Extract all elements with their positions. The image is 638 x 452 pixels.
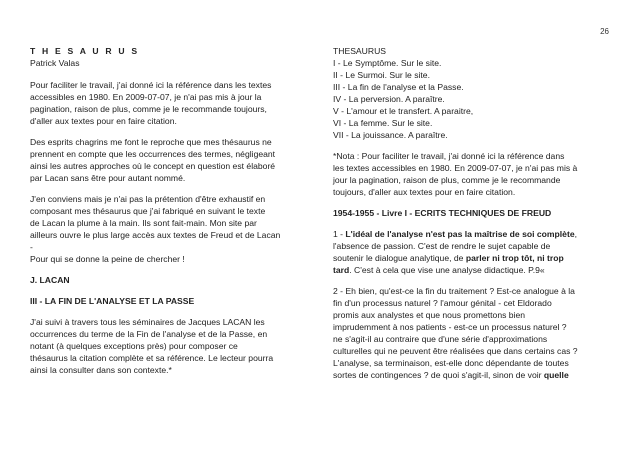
critics-paragraph: Des esprits chagrins me font le reproche que mes thésaurus ne prennent en compte que les occurrences des termes, négligeant ainsi les autres approches où le concept en question est élaboré par Lacan sans être pour autant nommé.	[30, 137, 276, 183]
right-column	[333, 45, 610, 390]
intro-paragraph: Pour faciliter le travail, j'ai donné ici la référence dans les textes accessibles en 1980. En 2009-07-07, je n'ai pas mis à jour la pagination, raison de plus, comme je le recommande toujours, d'aller aux textes pour en faire citation.	[30, 80, 272, 126]
quote-2: 2 - Eh bien, qu'est-ce la fin du traitement ? Est-ce analogue à la fin d'un processus naturel ? l'amour génital - cet Eldorado promis aux analystes et que nous promettons bien imprudemment à nos patients - est-ce un processus naturel ? ne s'agit-il au contraire que d'une série d'approximations culturelles qui ne peuvent être réalisées que dans certains cas ? L'analyse, sa terminaison, est-elle donc dépendante de toutes sortes de contingences ? de quoi s'agit-il, sinon de voir quelle	[333, 286, 578, 380]
list-item: VI - La femme. Sur le site.	[333, 118, 433, 128]
method-paragraph: J'ai suivi à travers tous les séminaires de Jacques LACAN les occurrences du terme de la Fin de l'analyse et de la Passe, en notant (à quelques exceptions près) pour composer ce thésaurus la citation complète et sa référence. Le lecteur pourra ainsi la consulter dans son contexte.*	[30, 317, 274, 375]
page-number: 26	[600, 27, 609, 36]
list-item: III - La fin de l'analyse et la Passe.	[333, 82, 464, 92]
section-heading: III - LA FIN DE L'ANALYSE ET LA PASSE	[30, 296, 195, 306]
quote-1: 1 - L'idéal de l'analyse n'est pas la maîtrise de soi complète, l'absence de passion. C'est de rendre le sujet capable de soutenir le dialogue analytique, de parler ni trop tôt, ni trop tard. C'est à cela que vise une analyse didactique. P.9«	[333, 229, 577, 275]
list-item: I - Le Symptôme. Sur le site.	[333, 58, 442, 68]
thesaurus-title: T H E S A U R U S	[30, 46, 140, 56]
nota-paragraph: *Nota : Pour faciliter le travail, j'ai donné ici la référence dans les textes accessibles en 1980. En 2009-07-07, je n'ai pas mis à jour la pagination, raison de plus, comme je le recommande toujours, d'aller aux textes pour en faire citation.	[333, 151, 578, 197]
list-item: IV - La perversion. A paraître.	[333, 94, 445, 104]
list-title: THESAURUS	[333, 46, 387, 56]
author-heading: J. LACAN	[30, 275, 70, 285]
list-item: V - L'amour et le transfert. A paraitre,	[333, 106, 474, 116]
author-name: Patrick Valas	[30, 58, 80, 68]
left-column	[30, 45, 308, 385]
thesaurus-list	[333, 45, 610, 141]
list-item: VII - La jouissance. A paraître.	[333, 130, 448, 140]
exhaustive-paragraph: J'en conviens mais je n'ai pas la prétention d'être exhaustif en composant mes thésaurus que j'ai fabriqué en suivant le texte de Lacan la plume à la main. Ils sont fait-main. Mon site par ailleurs ouvre le plus large accès aux textes de Freud et de Lacan - Pour qui se donne la peine de chercher !	[30, 194, 281, 264]
seminar-heading: 1954-1955 - Livre I - ECRITS TECHNIQUES DE FREUD	[333, 208, 552, 218]
list-item: II - Le Surmoi. Sur le site.	[333, 70, 430, 80]
